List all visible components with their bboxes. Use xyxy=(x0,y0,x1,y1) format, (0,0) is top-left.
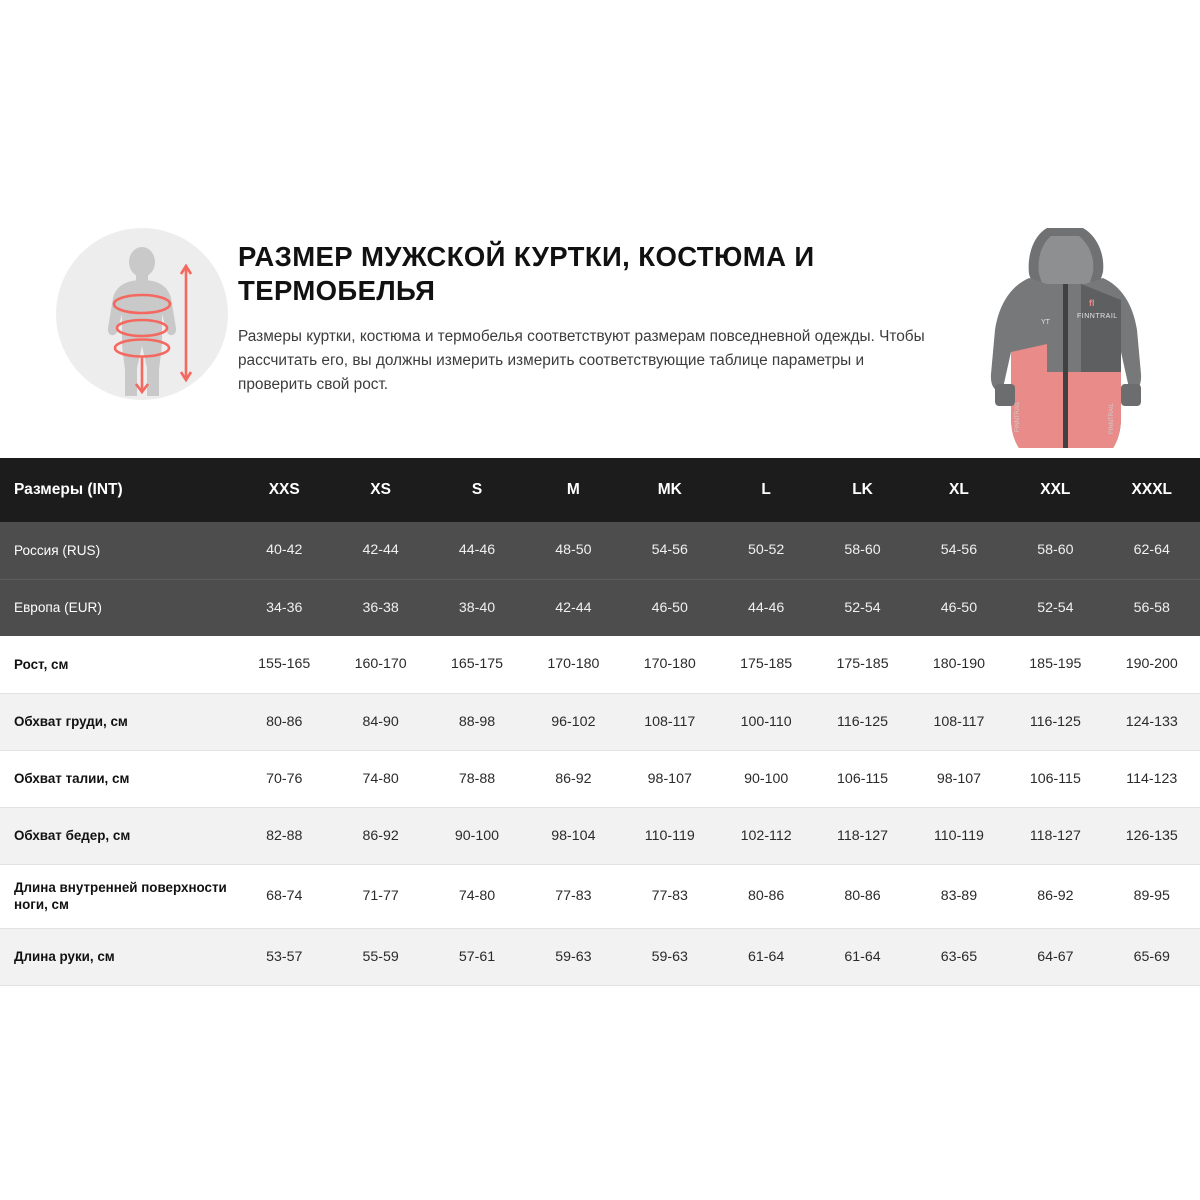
cell: 71-77 xyxy=(332,864,428,928)
cell: 126-135 xyxy=(1104,807,1200,864)
cell: 118-127 xyxy=(1007,807,1103,864)
cell: 42-44 xyxy=(555,599,592,616)
table-header-row xyxy=(0,458,1200,522)
cell: 86-92 xyxy=(332,807,428,864)
cell: 50-52 xyxy=(718,522,814,579)
header-size-lk: LK xyxy=(852,481,873,498)
cell: 77-83 xyxy=(525,864,621,928)
cell: 77-83 xyxy=(622,864,718,928)
cell: 114-123 xyxy=(1104,750,1200,807)
size-chart-table xyxy=(0,458,1200,986)
cell: 118-127 xyxy=(814,807,910,864)
cell: 88-98 xyxy=(429,693,525,750)
cell: 90-100 xyxy=(429,807,525,864)
cell: 55-59 xyxy=(332,928,428,985)
cell: 89-95 xyxy=(1104,864,1200,928)
row-label: Длина внутренней поверхности ноги, см xyxy=(0,864,236,928)
cell: 46-50 xyxy=(651,599,688,616)
table-row xyxy=(0,864,1200,928)
cell: 84-90 xyxy=(332,693,428,750)
row-label: Россия (RUS) xyxy=(0,522,236,579)
row-label: Рост, см xyxy=(0,636,236,693)
svg-text:FINNTRAIL: FINNTRAIL xyxy=(1109,402,1115,434)
cell: 40-42 xyxy=(236,522,332,579)
cell: 58-60 xyxy=(1007,522,1103,579)
body-measurement-icon xyxy=(56,228,228,400)
cell: 86-92 xyxy=(525,750,621,807)
header-size-xxl: XXL xyxy=(1040,481,1071,498)
cell: 59-63 xyxy=(525,928,621,985)
cell: 102-112 xyxy=(718,807,814,864)
row-label: Обхват талии, см xyxy=(0,750,236,807)
cell: 36-38 xyxy=(362,599,399,616)
table-row xyxy=(0,928,1200,985)
title-block xyxy=(238,240,928,397)
header-size-mk: MK xyxy=(657,481,682,498)
table-row xyxy=(0,807,1200,864)
header-size-xs: XS xyxy=(370,481,391,498)
cell: 116-125 xyxy=(1007,693,1103,750)
cell: 124-133 xyxy=(1104,693,1200,750)
cell: 68-74 xyxy=(236,864,332,928)
cell: 46-50 xyxy=(940,599,978,616)
cell: 175-185 xyxy=(814,636,910,693)
header-size-xxs: XXS xyxy=(268,481,300,498)
cell: 180-190 xyxy=(911,636,1007,693)
svg-text:FINNTRAIL: FINNTRAIL xyxy=(1015,400,1021,432)
cell: 80-86 xyxy=(814,864,910,928)
cell: 82-88 xyxy=(236,807,332,864)
cell: 42-44 xyxy=(332,522,428,579)
cell: 44-46 xyxy=(429,522,525,579)
row-label: Обхват бедер, см xyxy=(0,807,236,864)
cell: 54-56 xyxy=(622,522,718,579)
cell: 90-100 xyxy=(718,750,814,807)
cell: 98-107 xyxy=(911,750,1007,807)
table-row xyxy=(0,579,1200,636)
table-row xyxy=(0,750,1200,807)
page-header xyxy=(0,0,1200,458)
cell: 70-76 xyxy=(236,750,332,807)
cell: 106-115 xyxy=(1007,750,1103,807)
svg-text:fl: fl xyxy=(1089,298,1095,308)
cell: 74-80 xyxy=(332,750,428,807)
cell: 58-60 xyxy=(814,522,910,579)
cell: 63-65 xyxy=(911,928,1007,985)
header-size-m: M xyxy=(566,481,580,498)
cell: 48-50 xyxy=(525,522,621,579)
table-row xyxy=(0,636,1200,693)
cell: 78-88 xyxy=(429,750,525,807)
cell: 34-36 xyxy=(266,599,303,616)
cell: 175-185 xyxy=(718,636,814,693)
cell: 165-175 xyxy=(429,636,525,693)
cell: 62-64 xyxy=(1104,522,1200,579)
cell: 110-119 xyxy=(911,807,1007,864)
header-label: Размеры (INT) xyxy=(14,481,123,498)
header-size-s: S xyxy=(471,481,483,498)
cell: 100-110 xyxy=(718,693,814,750)
cell: 59-63 xyxy=(622,928,718,985)
cell: 74-80 xyxy=(429,864,525,928)
table-row xyxy=(0,693,1200,750)
cell: 80-86 xyxy=(236,693,332,750)
cell: 108-117 xyxy=(622,693,718,750)
cell: 52-54 xyxy=(844,599,881,616)
header-size-xxxl: XXXL xyxy=(1131,481,1172,498)
cell: 64-67 xyxy=(1007,928,1103,985)
table-row xyxy=(0,522,1200,579)
cell: 65-69 xyxy=(1104,928,1200,985)
cell: 190-200 xyxy=(1104,636,1200,693)
cell: 110-119 xyxy=(622,807,718,864)
cell: 38-40 xyxy=(458,599,496,616)
page-title: РАЗМЕР МУЖСКОЙ КУРТКИ, КОСТЮМА И ТЕРМОБЕЛЬЯ xyxy=(238,241,815,306)
cell: 57-61 xyxy=(429,928,525,985)
cell: 185-195 xyxy=(1007,636,1103,693)
cell: 61-64 xyxy=(814,928,910,985)
cell: 106-115 xyxy=(814,750,910,807)
cell: 83-89 xyxy=(911,864,1007,928)
cell: 170-180 xyxy=(622,636,718,693)
cell: 96-102 xyxy=(525,693,621,750)
cell: 56-58 xyxy=(1133,599,1170,616)
cell: 160-170 xyxy=(332,636,428,693)
row-label: Обхват груди, см xyxy=(0,693,236,750)
page-description: Размеры куртки, костюма и термобелья соответствуют размерам повседневной одежды. Чтобы рассчитать его, вы должны измерить измерить соответствующие таблице параметры и проверить свой рост. xyxy=(238,328,925,393)
cell: 98-104 xyxy=(525,807,621,864)
cell: 44-46 xyxy=(748,599,785,616)
header-size-l: L xyxy=(761,481,771,498)
cell: 98-107 xyxy=(622,750,718,807)
cell: 170-180 xyxy=(525,636,621,693)
cell: 80-86 xyxy=(718,864,814,928)
cell: 86-92 xyxy=(1007,864,1103,928)
cell: 53-57 xyxy=(236,928,332,985)
cell: 116-125 xyxy=(814,693,910,750)
cell: 155-165 xyxy=(236,636,332,693)
cell: 61-64 xyxy=(718,928,814,985)
svg-text:FINNTRAIL: FINNTRAIL xyxy=(1077,313,1118,320)
header-size-xl: XL xyxy=(949,481,969,498)
cell: 108-117 xyxy=(911,693,1007,750)
cell: 52-54 xyxy=(1037,599,1074,616)
row-label: Европа (EUR) xyxy=(14,600,102,616)
row-label: Длина руки, см xyxy=(0,928,236,985)
cell: 54-56 xyxy=(911,522,1007,579)
svg-text:YT: YT xyxy=(1041,319,1050,326)
jacket-photo xyxy=(985,222,1160,458)
